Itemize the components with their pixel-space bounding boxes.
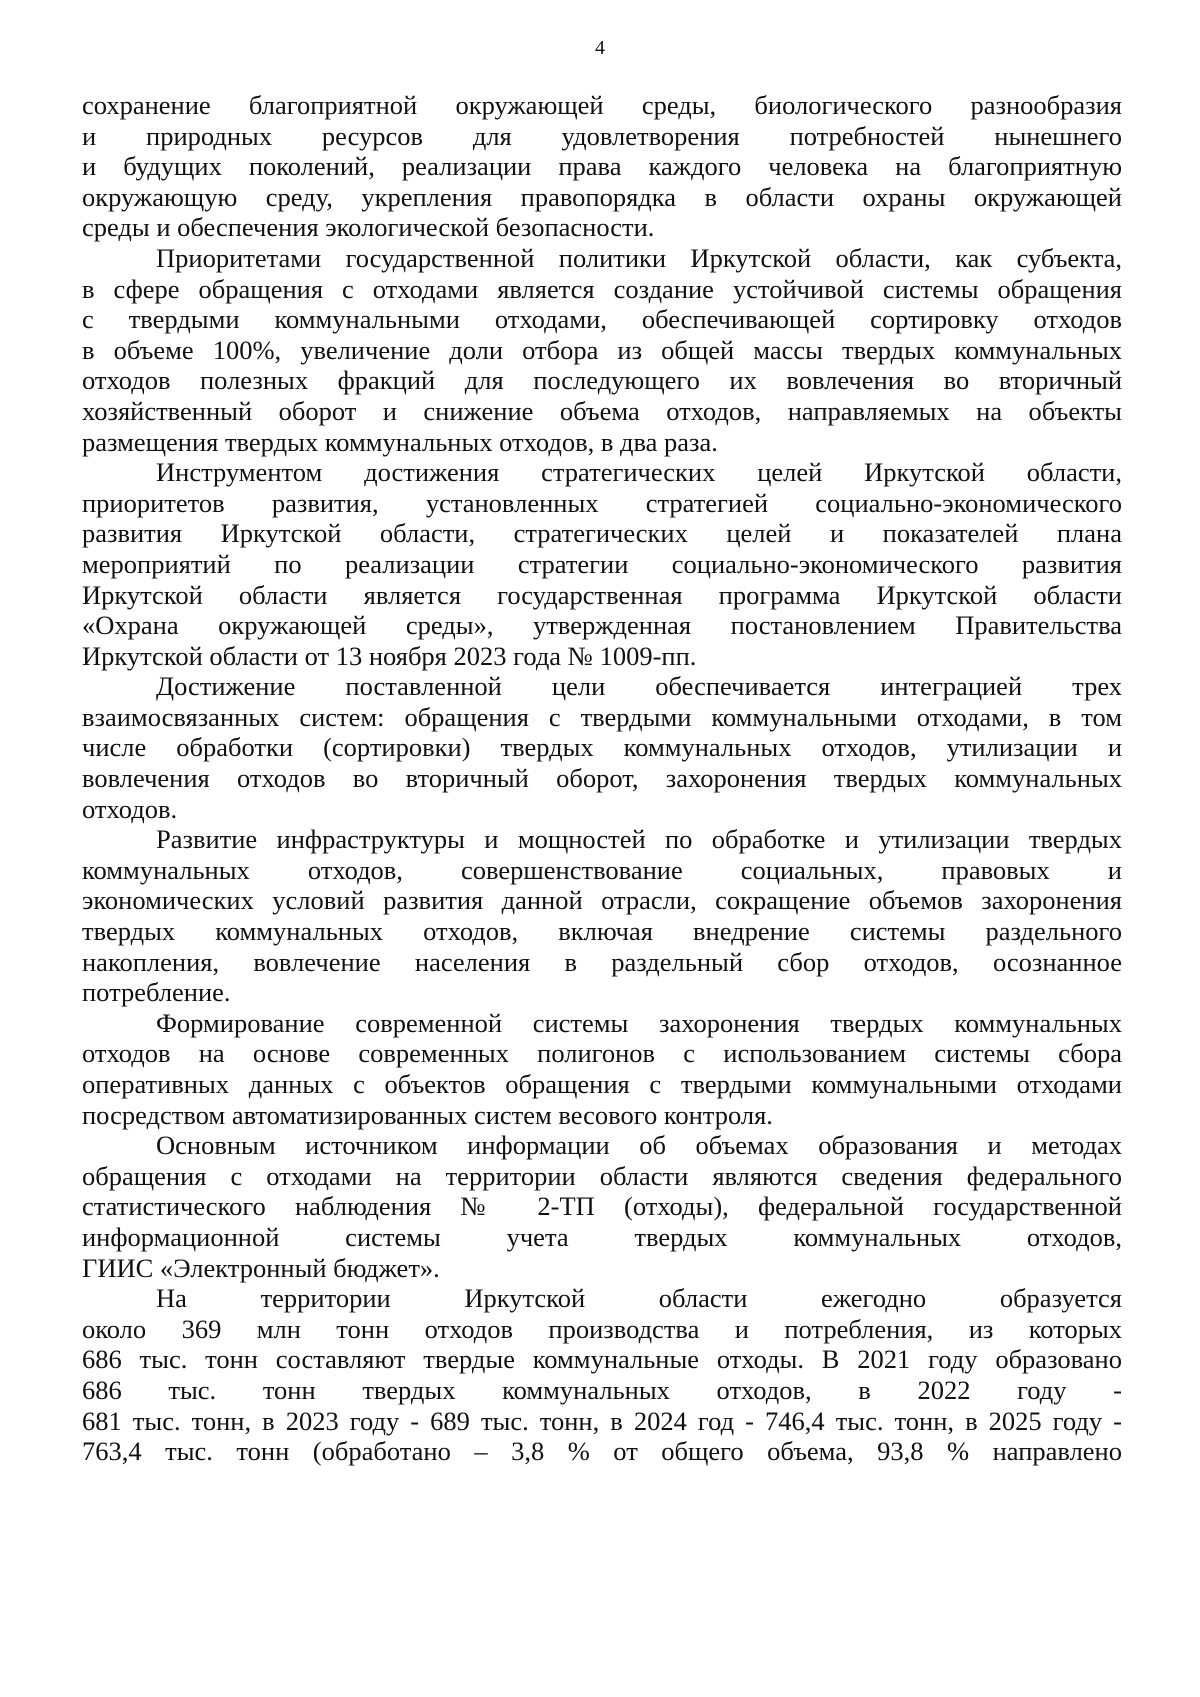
text-line: Достижение поставленной цели обеспечивается интеграцией трех bbox=[156, 671, 1122, 702]
text-line: развития Иркутской области, стратегических целей и показателей плана bbox=[82, 518, 1122, 549]
paragraph bbox=[82, 824, 1122, 1008]
text-line: посредством автоматизированных систем весового контроля. bbox=[82, 1099, 773, 1130]
text-line: в объеме 100%, увеличение доли отбора из общей массы твердых коммунальных bbox=[82, 334, 1122, 365]
text-line: ГИИС «Электронный бюджет». bbox=[82, 1252, 440, 1283]
text-line: взаимосвязанных систем: обращения с твердыми коммунальными отходами, в том bbox=[82, 701, 1122, 732]
text-line: в сфере обращения с отходами является создание устойчивой системы обращения bbox=[82, 273, 1122, 304]
text-line: твердых коммунальных отходов, включая внедрение системы раздельного bbox=[82, 916, 1122, 947]
text-line: 686 тыс. тонн твердых коммунальных отходов, в 2022 году - bbox=[82, 1374, 1122, 1405]
paragraph bbox=[82, 671, 1122, 824]
text-line: На территории Иркутской области ежегодно образуется bbox=[156, 1283, 1122, 1314]
text-line: сохранение благоприятной окружающей среды, биологического разнообразия bbox=[82, 90, 1122, 120]
document-body bbox=[82, 90, 1122, 1467]
text-line: потребление. bbox=[82, 977, 231, 1008]
text-line: Инструментом достижения стратегических целей Иркутской области, bbox=[156, 457, 1122, 488]
text-line: накопления, вовлечение населения в раздельный сбор отходов, осознанное bbox=[82, 946, 1122, 977]
paragraph bbox=[82, 457, 1122, 671]
text-line: размещения твердых коммунальных отходов, в два раза. bbox=[82, 426, 718, 457]
text-line: «Охрана окружающей среды», утвержденная постановлением Правительства bbox=[82, 610, 1122, 641]
text-line: окружающую среду, укрепления правопорядка в области охраны окружающей bbox=[82, 181, 1122, 212]
text-line: числе обработки (сортировки) твердых коммунальных отходов, утилизации и bbox=[82, 732, 1122, 763]
text-line: обращения с отходами на территории области являются сведения федерального bbox=[82, 1160, 1122, 1191]
paragraph bbox=[82, 1008, 1122, 1130]
text-line: среды и обеспечения экологической безопасности. bbox=[82, 212, 655, 243]
text-line: 686 тыс. тонн составляют твердые коммунальные отходы. В 2021 году образовано bbox=[82, 1344, 1122, 1375]
text-line: мероприятий по реализации стратегии социально-экономического развития bbox=[82, 548, 1122, 579]
text-line: Формирование современной системы захоронения твердых коммунальных bbox=[156, 1007, 1122, 1038]
text-line: около 369 млн тонн отходов производства и потребления, из которых bbox=[82, 1313, 1122, 1344]
text-line: Приоритетами государственной политики Иркутской области, как субъекта, bbox=[156, 242, 1122, 273]
text-line: отходов полезных фракций для последующего их вовлечения во вторичный bbox=[82, 365, 1122, 396]
text-line: оперативных данных с объектов обращения с твердыми коммунальными отходами bbox=[82, 1069, 1122, 1099]
text-line: хозяйственный оборот и снижение объема отходов, направляемых на объекты bbox=[82, 395, 1122, 426]
text-line: отходов на основе современных полигонов с использованием системы сбора bbox=[82, 1038, 1122, 1069]
paragraph bbox=[82, 1130, 1122, 1283]
text-line: вовлечения отходов во вторичный оборот, захоронения твердых коммунальных bbox=[82, 763, 1122, 794]
text-line: Развитие инфраструктуры и мощностей по обработке и утилизации твердых bbox=[156, 824, 1122, 855]
text-line: 763,4 тыс. тонн (обработано – 3,8 % от общего объема, 93,8 % направлено bbox=[82, 1436, 1122, 1467]
text-line: 681 тыс. тонн, в 2023 году - 689 тыс. тонн, в 2024 год - 746,4 тыс. тонн, в 2025 году - bbox=[82, 1405, 1122, 1436]
text-line: отходов. bbox=[82, 793, 178, 824]
text-line: статистического наблюдения № 2-ТП (отходы), федеральной государственной bbox=[82, 1191, 1122, 1222]
text-line: с твердыми коммунальными отходами, обеспечивающей сортировку отходов bbox=[82, 304, 1122, 335]
text-line: и будущих поколений, реализации права каждого человека на благоприятную bbox=[82, 151, 1122, 182]
text-line: Основным источником информации об объемах образования и методах bbox=[156, 1130, 1122, 1161]
text-line: и природных ресурсов для удовлетворения потребностей нынешнего bbox=[82, 120, 1122, 151]
text-line: Иркутской области от 13 ноября 2023 года № 1009-пп. bbox=[82, 640, 697, 671]
text-line: экономических условий развития данной отрасли, сокращение объемов захоронения bbox=[82, 885, 1122, 916]
text-line: коммунальных отходов, совершенствование социальных, правовых и bbox=[82, 854, 1122, 885]
paragraph bbox=[82, 90, 1122, 243]
text-line: информационной системы учета твердых коммунальных отходов, bbox=[82, 1221, 1122, 1252]
paragraph bbox=[82, 1283, 1122, 1467]
text-line: Иркутской области является государственная программа Иркутской области bbox=[82, 579, 1122, 610]
text-line: приоритетов развития, установленных стратегией социально-экономического bbox=[82, 487, 1122, 518]
page-number: 4 bbox=[595, 37, 605, 59]
paragraph bbox=[82, 243, 1122, 457]
